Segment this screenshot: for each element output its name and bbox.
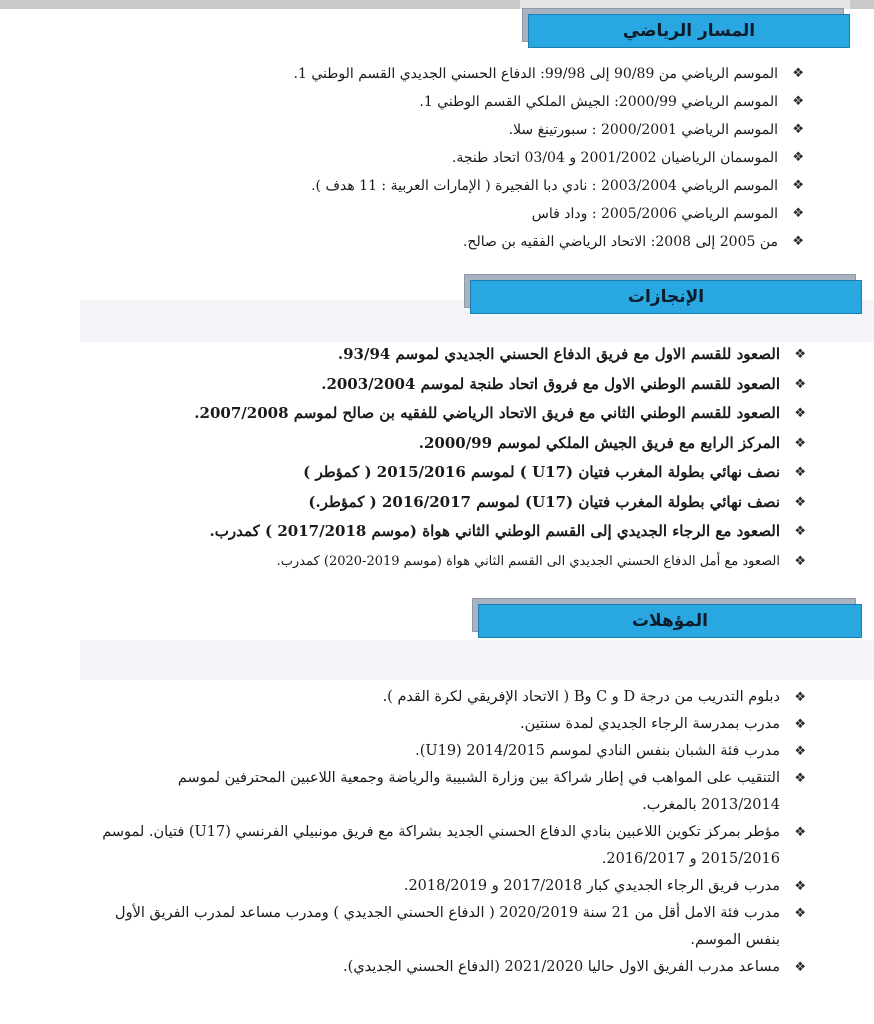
list-item: ❖ مؤطر بمركز تكوين اللاعبين بنادي الدفاع الحسني الجديد بشراكة مع فريق مونبيلي الفرنسي (U17) فتيان. لموسم 2015/2016 و 2016/2017. (100, 819, 810, 873)
list-item: ❖ دبلوم التدريب من درجة D و C وB ( الاتحاد الإفريقي لكرة القدم ). (100, 684, 810, 711)
list-item: ❖ التنقيب على المواهب في إطار شراكة بين وزارة الشبيبة والرياضة وجمعية اللاعبين المحترفين لموسم 2013/2014 بالمغرب. (100, 765, 810, 819)
list-item: ❖ مساعد مدرب الفريق الاول حاليا 2021/2020 (الدفاع الحسني الجديدي). (100, 954, 810, 981)
list-item: ❖ مدرب فئة الامل أقل من 21 سنة 2020/2019 ( الدفاع الحسني الجديدي ) ومدرب مساعد لمدرب الفريق الأول بنفس الموسم. (100, 900, 810, 954)
list-item: ❖ الصعود مع الرجاء الجديدي إلى القسم الوطني الثاني هواة (موسم 2017/2018 ) كمدرب. (120, 517, 810, 547)
achievements-list (120, 340, 810, 576)
list-item: ❖ المركز الرابع مع فريق الجيش الملكي لموسم 2000/99. (120, 429, 810, 459)
list-item: ❖ الموسمان الرياضيان 2001/2002 و 03/04 اتحاد طنجة. (180, 144, 808, 172)
list-item: ❖ الصعود للقسم الوطني الثاني مع فريق الاتحاد الرياضي للفقيه بن صالح لموسم 2007/2008. (120, 399, 810, 429)
list-item: ❖ مدرب فريق الرجاء الجديدي كبار 2017/2018 و 2018/2019. (100, 873, 810, 900)
section-title-achievements: الإنجازات (627, 287, 705, 307)
list-item: ❖ الموسم الرياضي 2000/2001 : سبورتينغ سلا. (180, 116, 808, 144)
section-title-qualifications: المؤهلات (631, 611, 709, 631)
section-shade (80, 640, 874, 680)
list-item: ❖ مدرب فئة الشبان بنفس النادي لموسم 2014/2015 (U19). (100, 738, 810, 765)
list-item: ❖ من 2005 إلى 2008: الاتحاد الرياضي الفقيه بن صالح. (180, 228, 808, 256)
section-header-box (478, 604, 862, 638)
list-item: ❖ الصعود للقسم الوطني الاول مع فروق اتحاد طنجة لموسم 2003/2004. (120, 370, 810, 400)
section-title-career: المسار الرياضي (622, 21, 756, 41)
list-item: ❖ الموسم الرياضي 2000/99: الجيش الملكي القسم الوطني 1. (180, 88, 808, 116)
section-header-qualifications (478, 604, 862, 638)
qualifications-list (100, 684, 810, 981)
section-header-achievements (470, 280, 862, 314)
section-header-box (470, 280, 862, 314)
list-item: ❖ نصف نهائي بطولة المغرب فتيان (U17 ) لموسم 2015/2016 ( كمؤطر ) (120, 458, 810, 488)
list-item: ❖ الصعود مع أمل الدفاع الحسني الجديدي الى القسم الثاني هواة (موسم 2019-2020) كمدرب. (120, 547, 810, 577)
list-item: ❖ الموسم الرياضي من 90/89 إلى 99/98: الدفاع الحسني الجديدي القسم الوطني 1. (180, 60, 808, 88)
list-item: ❖ نصف نهائي بطولة المغرب فتيان (U17) لموسم 2016/2017 ( كمؤطر.) (120, 488, 810, 518)
career-list (180, 60, 808, 256)
list-item: ❖ الصعود للقسم الاول مع فريق الدفاع الحسني الجديدي لموسم 93/94. (120, 340, 810, 370)
list-item: ❖ مدرب بمدرسة الرجاء الجديدي لمدة سنتين. (100, 711, 810, 738)
section-header-career (528, 14, 850, 48)
list-item: ❖ الموسم الرياضي 2005/2006 : وداد فاس (180, 200, 808, 228)
list-item: ❖ الموسم الرياضي 2003/2004 : نادي دبا الفجيرة ( الإمارات العربية : 11 هدف ). (180, 172, 808, 200)
section-header-box (528, 14, 850, 48)
